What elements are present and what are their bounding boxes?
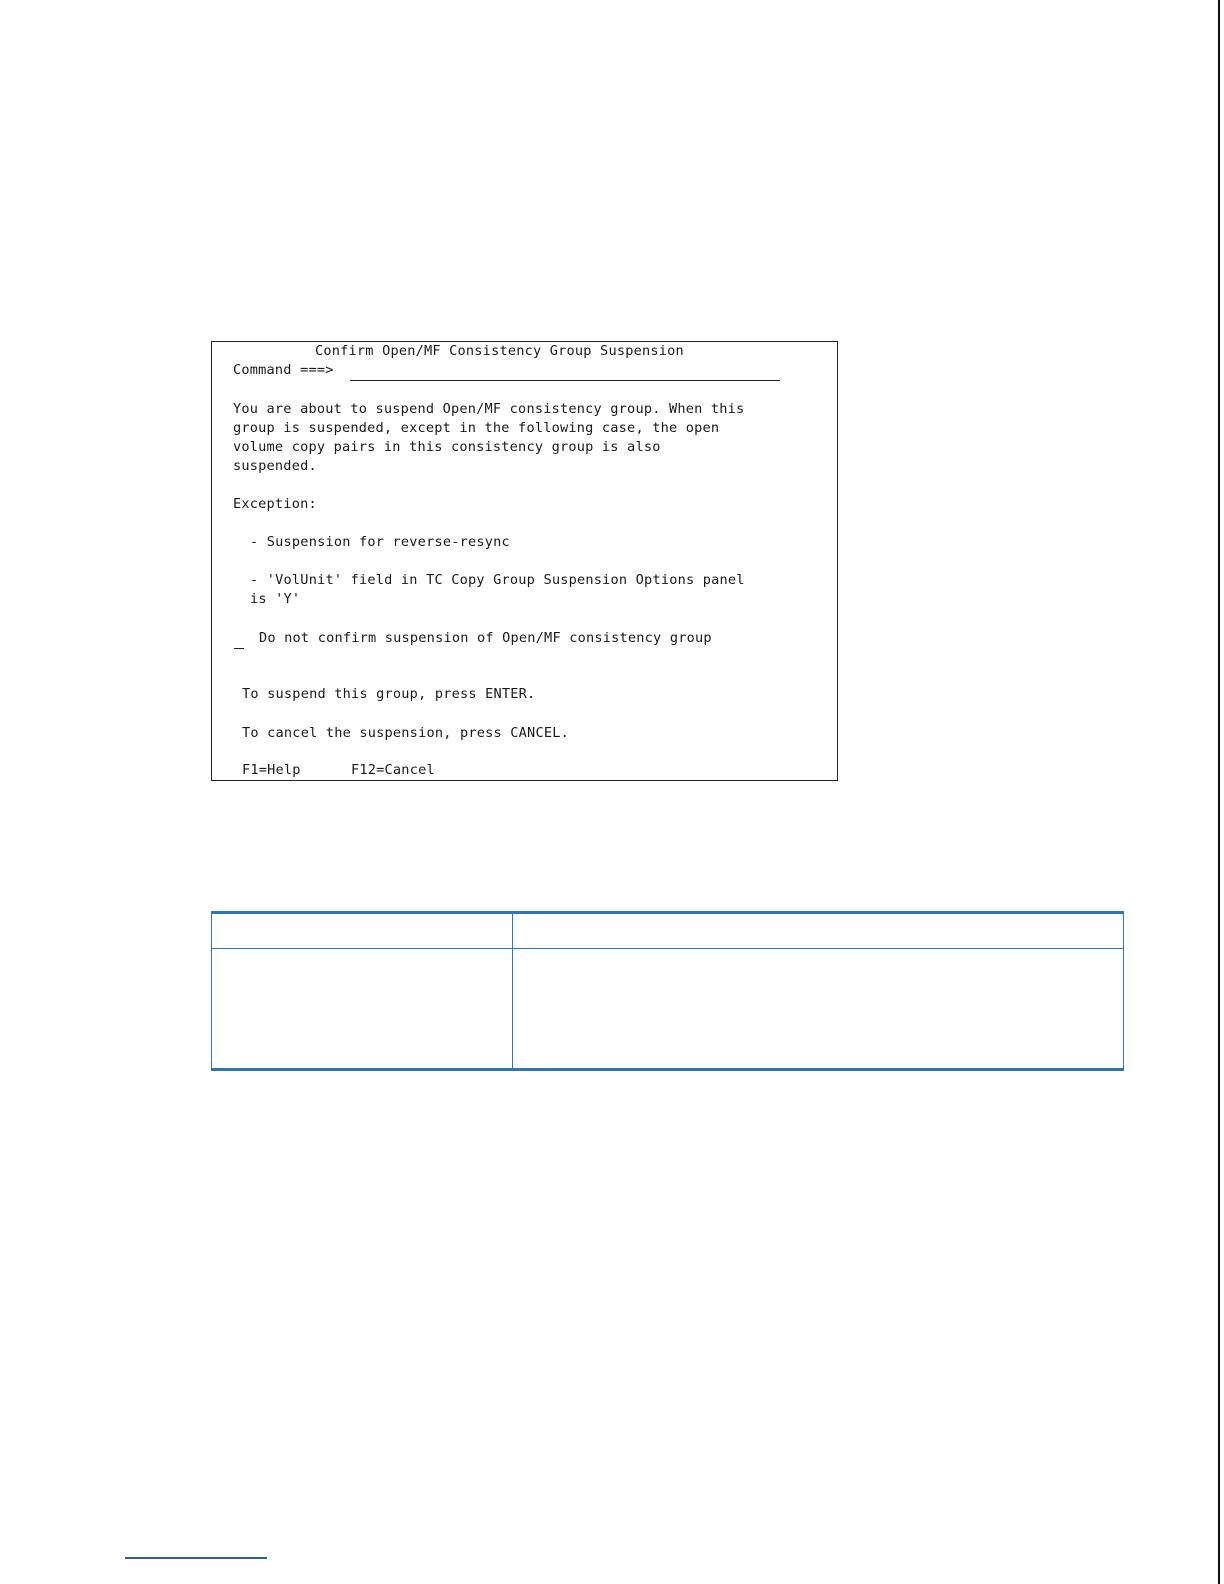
message-line-2: group is suspended, except in the following case, the open xyxy=(233,420,720,436)
table-header-cell xyxy=(513,913,1124,949)
table-cell xyxy=(513,949,1124,1070)
table-header-cell xyxy=(212,913,513,949)
cancel-hint: To cancel the suspension, press CANCEL. xyxy=(242,725,569,741)
table-cell xyxy=(212,949,513,1070)
cancel-fkey[interactable]: F12=Cancel xyxy=(351,762,435,778)
enter-hint: To suspend this group, press ENTER. xyxy=(242,686,536,702)
exception-label: Exception: xyxy=(233,496,317,512)
confirm-option-label: Do not confirm suspension of Open/MF consistency group xyxy=(259,630,712,646)
message-line-1: You are about to suspend Open/MF consistency group. When this xyxy=(233,401,745,417)
exception-item-2: - 'VolUnit' field in TC Copy Group Suspension Options panel xyxy=(250,572,745,588)
panel-title: Confirm Open/MF Consistency Group Suspension xyxy=(315,343,684,359)
message-line-4: suspended. xyxy=(233,458,317,474)
table-header-row xyxy=(212,913,1124,949)
command-input[interactable] xyxy=(350,364,780,381)
footer-rule xyxy=(125,1557,267,1559)
command-label: Command ===> xyxy=(233,362,334,378)
exception-item-1: - Suspension for reverse-resync xyxy=(250,534,510,550)
confirm-option-field[interactable] xyxy=(234,636,244,649)
help-fkey[interactable]: F1=Help xyxy=(242,762,301,778)
exception-item-2-cont: is 'Y' xyxy=(250,591,301,607)
table-row xyxy=(212,949,1124,1070)
info-table xyxy=(211,911,1124,1071)
confirm-suspension-panel xyxy=(211,341,838,781)
message-line-3: volume copy pairs in this consistency group is also xyxy=(233,439,661,455)
page-edge-line xyxy=(1218,0,1220,1584)
